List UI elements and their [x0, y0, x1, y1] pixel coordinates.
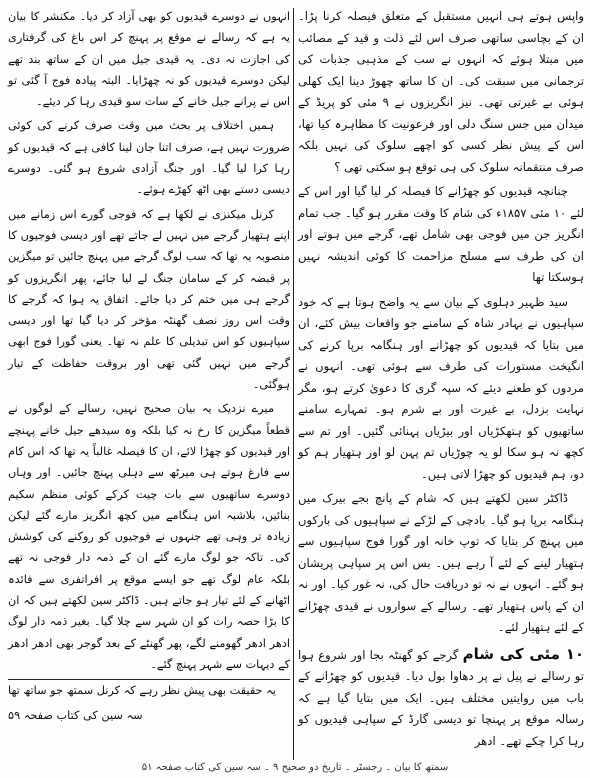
paragraph-text: گرجے کو گھنٹہ بجا اور شروع ہوا تو رسالے نے پیل نے پر دھاوا بول دیا۔ قیدیوں کو چھڑانے کے باب میں روایتیں مختلف ہیں۔ ایک میں بتایا گیا ہے کہ رسالہ موقع پر پہنچا تو دیسی گارڈ کے سپاہی قیدیوں کو رہا کرا چکے تھے۔ ادھر	[298, 647, 584, 748]
footnote: یہ حقیقت بھی پیش نظر رہے کہ کرنل سمتھ جو ساتھ تھا	[8, 684, 276, 698]
paragraph: واپس ہوتے ہی انہیں مستقبل کے متعلق فیصلہ کرنا پڑا۔ ان کے بچاسی ساتھی صرف اس لئے ذلت و قید کے مصائب میں مبتلا ہوئے کہ انہوں نے سب کے مذہبی جذبات کی ترجمانی میں سبقت کی۔ ان کا ساتھ چھوڑ دینا ایک کھلی ہوئی بے غیرتی تھی۔ نیز انگریزوں نے ۹ مئی کو پریڈ کے میدان میں جس سنگ دلی اور فرعونیت کا مظاہرہ کیا تھا، اس کے پیش نظر کسی کو اچھے سلوک کی نہیں بلکہ صرف منتقمانہ سلوک کی ہی توقع ہو سکتی تھی ؟	[298, 9, 584, 174]
heading-paragraph	[298, 642, 584, 753]
paragraph: سید ظہیر دہلوی کے بیان سے یہ واضح ہوتا ہے کہ خود سپاہیوں نے بہادر شاہ کے سامنے جو واقعات بیش کئے، ان میں بتایا کہ قیدیوں کو چھڑانے اور ہنگامہ برپا کرنے کی انگیخت مستورات کی طرف سے ہوئی تھی۔ انہوں نے مردوں کو طعنے دیئے کہ سپہ گری کا دعویٰ کرتے ہو، مگر نہایت بزدل، بے غیرت اور بے شرم ہو۔ تمہارے سامنے ساتھیوں کو ہتھکڑیاں اور بیڑیاں پہنائی گئیں۔ اور تم سے کچھ نہ ہو سکا لو یہ چوڑیاں تم پہن لو اور ہتھیار ہم کو دو، ہم قیدیوں کو چھڑا لاتی ہیں۔	[298, 294, 584, 481]
paragraph: ہمیں اختلاف پر بحث میں وقت صرف کرنے کی کوئی ضرورت نہیں ہے، صرف اتنا جان لینا کافی ہے کہ قیدیوں کو رہا کرا لیا گیا۔ اور جنگ آزادی شروع ہو گئی۔ دوسرے دیسی دستے بھی اٹھ کھڑے ہوئے۔	[8, 119, 290, 197]
section-heading: ۱۰ مئی کی شام	[462, 644, 585, 663]
column-divider	[293, 8, 294, 760]
page-footer: سمتھ کا بیان ۔ رجسٹر ۔ تاریخ دو صحیح ۹ ۔ سہ سین کی کتاب صفحہ ۵۱	[141, 762, 449, 773]
reference: سہ سین کی کتاب صفحہ ۵۹	[8, 708, 143, 722]
paragraph: ڈاکٹر سین لکھتے ہیں کہ شام کے پانچ بجے بیرک میں ہنگامہ برپا ہو گیا۔ بادچی کے لڑکے نے سپاہیوں کی بارکوں میں پہنچ کر بتایا کہ توپ خانہ اور گورا فوج سپاہیوں سے ہتھیار لینے کے لئے آ رہے ہیں۔ بس اس پر سپاہی پریشان ہو گئے۔ انہوں نے نہ تو دریافت حال کی، نہ غور کیا۔ اور نہ ان کے پاس ہتھیار تھے۔ رسالے کے سواروں نے قیدی چھڑانے کے لئے ہتھیار لئے۔	[298, 491, 584, 634]
right-column	[298, 6, 584, 755]
paragraph: میرے نزدیک یہ بیان صحیح نہیں، رسالے کے لوگوں نے قطعاً میگزین کا رخ نہ کیا بلکہ وہ سیدھے جیل خانے پہنچے اور قیدیوں کو چھڑا لائے، ان کا فیصلہ غالباً یہ تھا کہ اس کام سے فارغ ہوتے ہی میرٹھ سے دہلی پہنچ جائیں۔ اور وہاں دوسرے ساتھیوں سے بات چیت کرکے کوئی منظم سکیم بنائیں، بلاشبہ اس ہنگامے میں کچھ انگریز مارے گئے لیکن زیادہ تر وہی تھے جنہوں نے فوجیوں کو روکنے کی کوشش کی۔ تاکہ جو لوگ مارے گئے ان کے ذمہ دار فوجی نہ تھے بلکہ عام لوگ تھے جو ایسے موقع پر افراتفری سے فائدہ اٹھانے کے لئے تیار ہو جاتے ہیں۔ ڈاکٹر سین لکھتے ہیں کہ ان کا بڑا حصہ رات کو ان شہر سے چلا گیا۔ بغیر ذمہ دار لوگ ادھر ادھر گھومنے لگے، پھر گھنٹے کے بعد گوجر بھی ادھر ادھر کے دیہات سے شہر پہنچ گئے۔	[8, 402, 290, 671]
paragraph: چنانچہ قیدیوں کو چھڑانے کا فیصلہ کر لیا گیا اور اس کے لئے ۱۰ مئی ۱۸۵۷ء کی شام کا وقت مقرر ہو گیا۔ جب تمام انگریز جن میں فوجی بھی شامل تھے، گرجے میں ہوتے اور ان کی طرف سے مسلح مزاحمت کا کوئی اندیشہ نہیں ہوسکتا تھا	[298, 184, 585, 284]
paragraph: انہوں نے دوسرے قیدیوں کو بھی آزاد کر دیا۔ مکنشر کا بیان یہ ہے کہ رسالے نے موقع پر پہنچ کر اس باغ کی گرفتاری کی اجازت نہ دی۔ یہ قیدی جیل میں ان کے ساتھ بند تھے لیکن دوسرے قیدیوں کو نہ چھڑایا۔ البتہ پیادہ فوج آ گئی تو اس نے پرانے جیل خانے کے سات سو قیدی رہا کر دیئے۔	[8, 10, 290, 109]
left-column	[8, 6, 290, 729]
paragraph: کرنل میکنزی نے لکھا ہے کہ فوجی گورے اس زمانے میں اپنے ہتھیار گرجے میں نہیں لے جاتے تھے اور دیسی فوجیوں کا منصوبہ یہ تھا کہ سب لوگ گرجے میں پہنچ جائیں تو میگزین پر قبضہ کر کے سامان جنگ لے لیا جائے، پھر انگریزوں کو گرجے ہی میں ختم کر دیا جائے۔ اتفاق یہ ہوا کہ گرجے کا وقت اس روز نصف گھنٹہ مؤخر کر دیا گیا تھا اور دیسی سپاہیوں کو اس تبدیلی کا علم نہ تھا۔ یعنی گورا فوج ابھی گرجے میں نہیں گئی تھی اور بروقت حفاظت کے تیار ہوگئی۔	[8, 207, 290, 392]
